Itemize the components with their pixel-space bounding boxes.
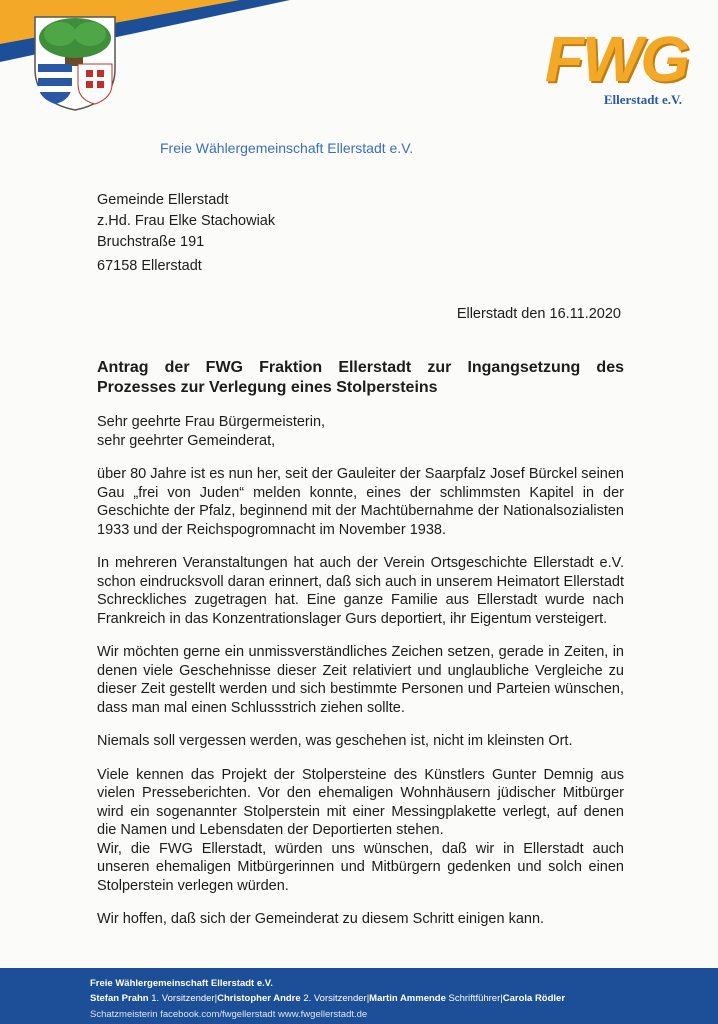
body-paragraph: In mehreren Veranstaltungen hat auch der Verein Ortsgeschichte Ellerstadt e.V. schon eindrucksvoll daran erinnert, daß sich auch in unserem Heimatort Ellerstadt Schreckliches zugetragen hat. Eine ganze Familie aus Ellerstadt wurde nach Frankreich in das Konzentrationslager Gurs deportiert, ihr Eigentum versteigert. bbox=[97, 555, 624, 627]
recipient-line: Bruchstraße 191 bbox=[97, 234, 205, 250]
recipient-line: Gemeinde Ellerstadt bbox=[97, 192, 229, 208]
member-name: Stefan Prahn bbox=[90, 993, 149, 1004]
member-name: Christopher Andre bbox=[217, 993, 301, 1004]
body-paragraph: Niemals soll vergessen werden, was geschehen ist, nicht im kleinsten Ort. bbox=[97, 733, 573, 749]
member-role: Schriftführer bbox=[448, 993, 501, 1004]
logo-text: FWG bbox=[544, 23, 688, 95]
logo-subtitle: Ellerstadt e.V. bbox=[603, 92, 682, 107]
body-paragraph: Wir hoffen, daß sich der Gemeinderat zu diesem Schritt einigen kann. bbox=[97, 911, 545, 927]
letter-subject: Antrag der FWG Fraktion Ellerstadt zur Ingangsetzung des Prozesses zur Verlegung eines Stolpersteins bbox=[97, 359, 624, 396]
footer-org: Freie Wählergemeinschaft Ellerstadt e.V. bbox=[90, 978, 273, 989]
member-role: 2. Vorsitzender bbox=[303, 993, 367, 1004]
footer-bar bbox=[0, 968, 718, 1024]
recipient-line: z.Hd. Frau Elke Stachowiak bbox=[97, 213, 276, 229]
recipient-city: 67158 Ellerstadt bbox=[97, 258, 202, 274]
body-paragraph: Viele kennen das Projekt der Stolpersteine des Künstlers Gunter Demnig aus vielen Presseberichten. Vor den ehemaligen Wohnhäusern jüdischer Mitbürger wird ein sogenannter Stolperstein mit einer Messingplakette verlegt, auf denen die Namen und Lebensdaten der Deportierten stehen. bbox=[97, 766, 624, 838]
salutation-line: sehr geehrter Gemeinderat, bbox=[97, 432, 276, 449]
salutation-line: Sehr geehrte Frau Bürgermeisterin, bbox=[97, 414, 326, 430]
salutation bbox=[97, 413, 624, 450]
footer-members: Stefan Prahn 1. Vorsitzender|Christopher Andre 2. Vorsitzender|Martin Ammende Schriftführer|Carola Rödler bbox=[90, 993, 566, 1004]
recipient-address bbox=[97, 190, 275, 253]
member-name: Martin Ammende bbox=[369, 993, 446, 1004]
letter-body bbox=[97, 413, 624, 944]
letter-date: Ellerstadt den 16.11.2020 bbox=[456, 306, 621, 322]
member-role: 1. Vorsitzender bbox=[151, 993, 215, 1004]
body-paragraph: Wir, die FWG Ellerstadt, würden uns wünschen, daß wir in Ellerstadt auch unseren ehemaligen Mitbürgerinnen und Mitbürgern gedenken und solch einen Stolperstein verlegen würden. bbox=[97, 840, 624, 894]
member-name: Carola Rödler bbox=[502, 993, 566, 1004]
organization-line: Freie Wählergemeinschaft Ellerstadt e.V. bbox=[160, 140, 414, 156]
coat-of-arms-icon bbox=[32, 14, 118, 112]
body-paragraph: Wir möchten gerne ein unmissverständliches Zeichen setzen, gerade in Zeiten, in denen viele Geschehnisse dieser Zeit relativiert und unglaubliche Vergleiche zu dieser Zeit gestellt werden und sich bestimmte Personen und Parteien wünschen, dass man mal einen Schlussstrich ziehen sollte. bbox=[97, 644, 624, 716]
footer-links: Schatzmeisterin facebook.com/fwgellerstadt www.fwgellerstadt.de bbox=[90, 1009, 368, 1020]
body-paragraph: über 80 Jahre ist es nun her, seit der Gauleiter der Saarpfalz Josef Bürckel seinen Gau „frei von Juden“ melden konnte, eines der schlimmsten Kapitel in der Geschichte der Pfalz, beginnend mit der Machtübernahme der Nationalsozialisten 1933 und der Reichspogromnacht im November 1938. bbox=[97, 466, 624, 538]
fwg-logo bbox=[512, 22, 692, 116]
